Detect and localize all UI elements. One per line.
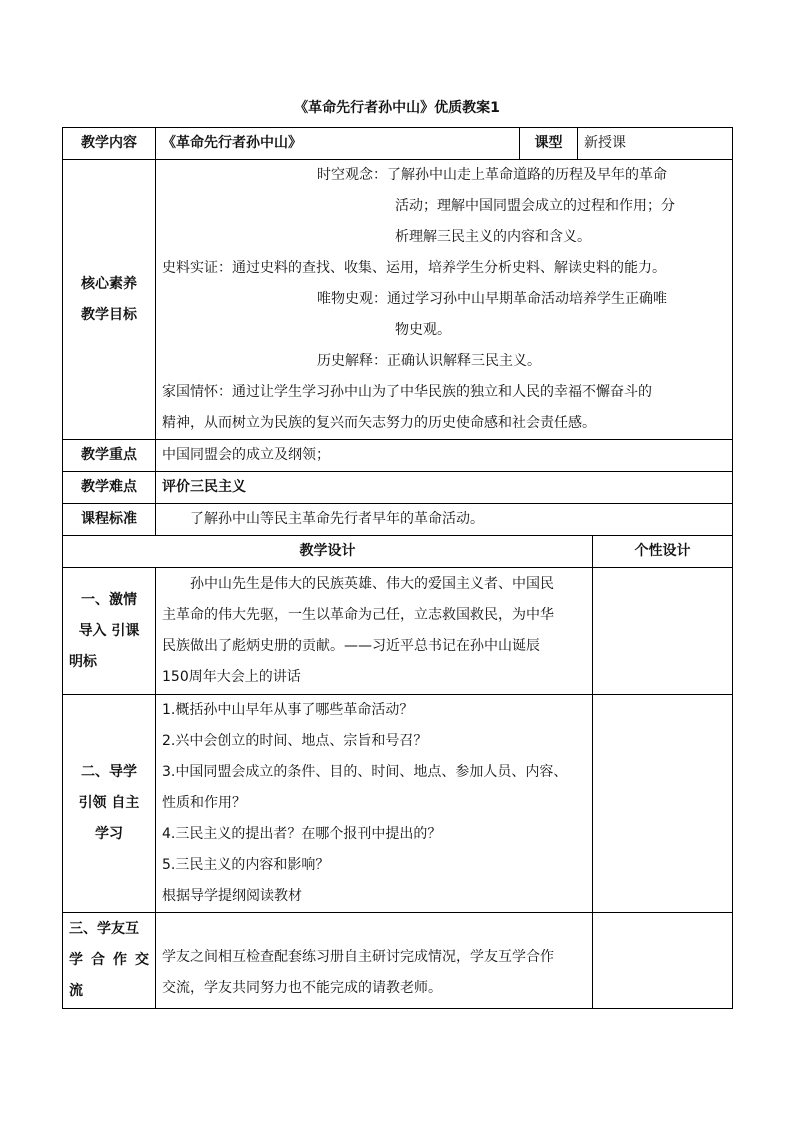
goal-line: 时空观念：了解孙中山走上革命道路的历程及早年的革命 [317, 167, 667, 183]
row-design-header [63, 536, 733, 568]
section1-line: 孙中山先生是伟大的民族英雄、伟大的爱国主义者、中国民 [190, 576, 554, 592]
row-teaching-content [63, 128, 733, 160]
section1-line: 150周年大会上的讲话 [162, 669, 301, 685]
goal-line: 家国情怀：通过让学生学习孙中山为了中华民族的独立和人民的幸福不懈奋斗的 [162, 384, 652, 400]
section2-line: 根据导学提纲阅读教材 [162, 888, 302, 904]
goal-line: 史料实证：通过史料的查找、收集、运用，培养学生分析史料、解读史料的能力。 [162, 260, 666, 276]
section2-line: 3.中国同盟会成立的条件、目的、时间、地点、参加人员、内容、 [162, 764, 568, 780]
row-difficulty [63, 472, 733, 504]
section2-label-line: 二、导学 [81, 764, 137, 780]
section1-content [156, 568, 593, 695]
personal-design-header: 个性设计 [593, 536, 733, 568]
section1-label-line: 导入 引课 [78, 622, 140, 639]
goals-content [156, 160, 733, 440]
section1-personal [593, 568, 733, 695]
section1-line: 民族做出了彪炳史册的贡献。——习近平总书记在孙中山诞辰 [162, 638, 540, 654]
section3-label-line: 学 合 作 交 [69, 952, 149, 968]
standard-text: 了解孙中山等民主革命先行者早年的革命活动。 [190, 511, 484, 527]
section2-label-line: 学习 [95, 826, 123, 842]
design-header: 教学设计 [63, 536, 593, 568]
section1-label [63, 568, 156, 695]
goal-line: 活动；理解中国同盟会成立的过程和作用；分 [395, 198, 675, 214]
goal-line: 物史观。 [395, 322, 451, 338]
section2-line: 1.概括孙中山早年从事了哪些革命活动？ [162, 702, 414, 718]
teaching-content-label: 教学内容 [63, 128, 156, 160]
section2-label-line: 引领 自主 [78, 795, 140, 811]
difficulty-label: 教学难点 [63, 472, 156, 504]
goals-label-line2: 教学目标 [81, 306, 137, 323]
row-section-3 [63, 913, 733, 1009]
goals-label [63, 160, 156, 440]
row-goals [63, 160, 733, 440]
section3-line: 学友之间相互检查配套练习册自主研讨完成情况，学友互学合作 [162, 949, 554, 965]
section3-label-line: 流 [69, 983, 83, 999]
section2-personal [593, 695, 733, 913]
section1-label-line: 明标 [69, 653, 97, 670]
section1-line: 主革命的伟大先驱，一生以革命为己任，立志救国救民，为中华 [162, 607, 554, 623]
row-key-point [63, 440, 733, 472]
row-standard [63, 504, 733, 536]
key-point-value: 中国同盟会的成立及纲领； [156, 440, 733, 472]
goal-line: 历史解释：正确认识解释三民主义。 [317, 353, 541, 369]
goals-label-line1: 核心素养 [81, 275, 137, 292]
section3-line: 交流，学友共同努力也不能完成的请教老师。 [162, 980, 442, 996]
section3-label-line: 三、学友互 [69, 921, 139, 937]
section3-label [63, 913, 156, 1009]
section3-personal [593, 913, 733, 1009]
difficulty-value: 评价三民主义 [156, 472, 733, 504]
section2-label [63, 695, 156, 913]
section2-line: 4.三民主义的提出者？在哪个报刊中提出的？ [162, 826, 442, 842]
lesson-type-value: 新授课 [578, 128, 733, 160]
teaching-content-value: 《革命先行者孙中山》 [156, 128, 520, 160]
section2-line: 5.三民主义的内容和影响？ [162, 857, 330, 873]
row-section-2 [63, 695, 733, 913]
goal-line: 唯物史观：通过学习孙中山早期革命活动培养学生正确唯 [317, 291, 667, 307]
section1-label-line: 一、激情 [81, 591, 137, 608]
key-point-label: 教学重点 [63, 440, 156, 472]
section2-line: 2.兴中会创立的时间、地点、宗旨和号召？ [162, 733, 428, 749]
section2-line: 性质和作用？ [162, 795, 246, 811]
section3-content [156, 913, 593, 1009]
standard-value [156, 504, 733, 536]
goal-line: 析理解三民主义的内容和含义。 [395, 229, 591, 245]
section2-content [156, 695, 593, 913]
document-title: 《革命先行者孙中山》优质教案1 [294, 100, 500, 116]
lesson-plan-table [62, 127, 733, 1009]
row-section-1 [63, 568, 733, 695]
standard-label: 课程标准 [63, 504, 156, 536]
goal-line: 精神，从而树立为民族的复兴而矢志努力的历史使命感和社会责任感。 [162, 415, 596, 431]
lesson-type-label: 课型 [520, 128, 578, 160]
